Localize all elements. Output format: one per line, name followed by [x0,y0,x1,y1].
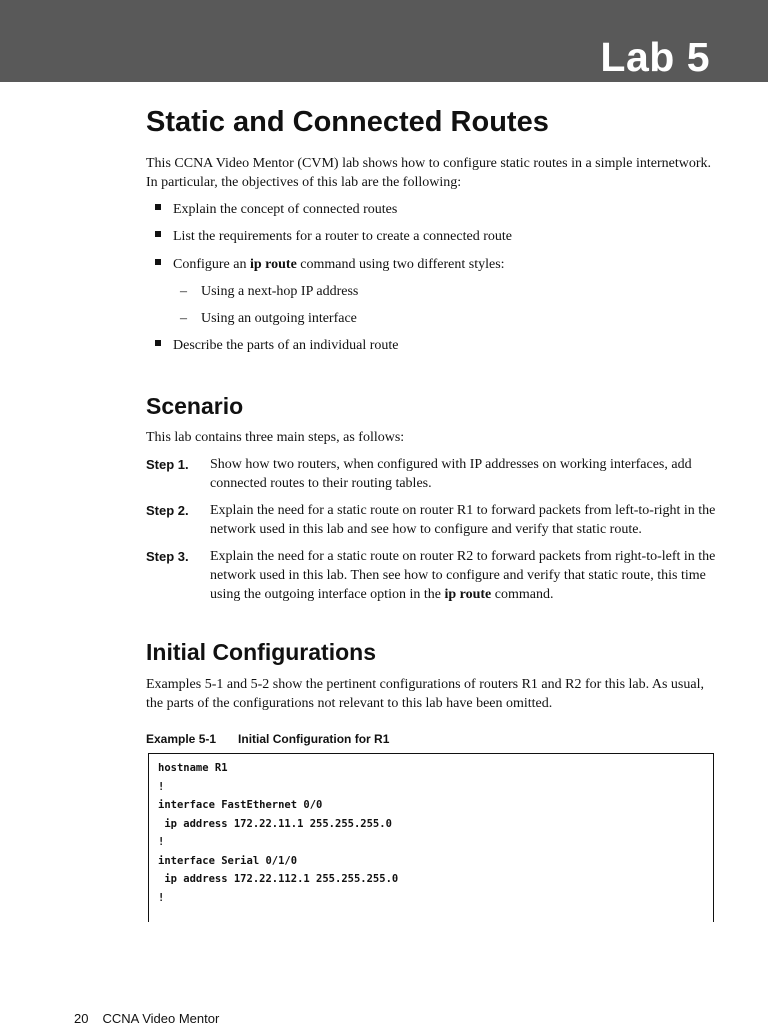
step-text: Show how two routers, when configured with IP addresses on working interfaces, add connected routes to their routing tables. [210,457,692,491]
example-title: Initial Configuration for R1 [238,732,390,746]
code-line: ! [158,781,165,793]
code-line: interface Serial 0/1/0 [158,855,298,867]
subitem-text: Using an outgoing interface [201,311,357,326]
objective-command: ip route [249,257,297,272]
code-line: ip address 172.22.112.1 255.255.255.0 [158,873,399,885]
code-line: ip address 172.22.11.1 255.255.255.0 [158,818,392,830]
code-line: interface FastEthernet 0/0 [158,799,323,811]
bullet-square-icon [155,340,161,346]
objective-item [155,255,505,274]
objective-subitem [180,282,358,301]
objective-item [155,227,512,246]
objective-item [155,200,397,219]
step-text [210,547,716,604]
subitem-text: Using a next-hop IP address [201,284,359,299]
step-text-pre: Explain the need for a static route on router R2 to forward packets from right-to-left in the network used in this lab. Then see how to configure and verify that static route, this time using the outgoing interface option in the [210,549,716,602]
scenario-heading: Scenario [146,393,244,419]
bullet-square-icon [155,259,161,265]
objective-text-post: command using two different styles: [296,257,505,272]
initial-config-paragraph: Examples 5-1 and 5-2 show the pertinent configurations of routers R1 and R2 for this lab. As usual, the parts of the configurations not relevant to this lab have been omitted. [146,677,704,711]
objective-text: Explain the concept of connected routes [173,202,398,217]
code-line: hostname R1 [158,762,228,774]
book-title: CCNA Video Mentor [102,1011,220,1026]
bullet-square-icon [155,204,161,210]
bullet-square-icon [155,231,161,237]
initial-config-heading: Initial Configurations [146,639,376,665]
objective-text: Describe the parts of an individual route [173,338,399,353]
example-label: Example 5-1 [146,732,217,746]
step-label: Step 1. [146,457,189,472]
step-command: ip route [444,587,492,602]
dash-icon: – [180,284,187,299]
dash-icon: – [180,311,187,326]
objective-text-pre: Configure an [173,257,250,272]
page-number: 20 [74,1011,89,1026]
lab-number: Lab 5 [600,34,710,80]
page-title: Static and Connected Routes [146,106,549,138]
intro-paragraph: This CCNA Video Mentor (CVM) lab shows how to configure static routes in a simple internetwork. In particular, the objectives of this lab are the following: [146,156,712,190]
step-text: Explain the need for a static route on router R1 to forward packets from left-to-right in the network used in this lab and see how to configure and verify that static route. [210,503,716,537]
example-caption [146,732,389,746]
step-text-post: command. [491,587,554,602]
chapter-header-bar [0,0,768,82]
step-label: Step 3. [146,549,189,564]
objective-subitem [180,309,357,328]
objective-text: List the requirements for a router to create a connected route [173,229,512,244]
code-line: ! [158,892,165,904]
step-label: Step 2. [146,503,189,518]
scenario-intro: This lab contains three main steps, as follows: [146,430,405,445]
code-example-box [148,753,714,922]
objective-item [155,336,398,355]
code-line: ! [158,836,165,848]
